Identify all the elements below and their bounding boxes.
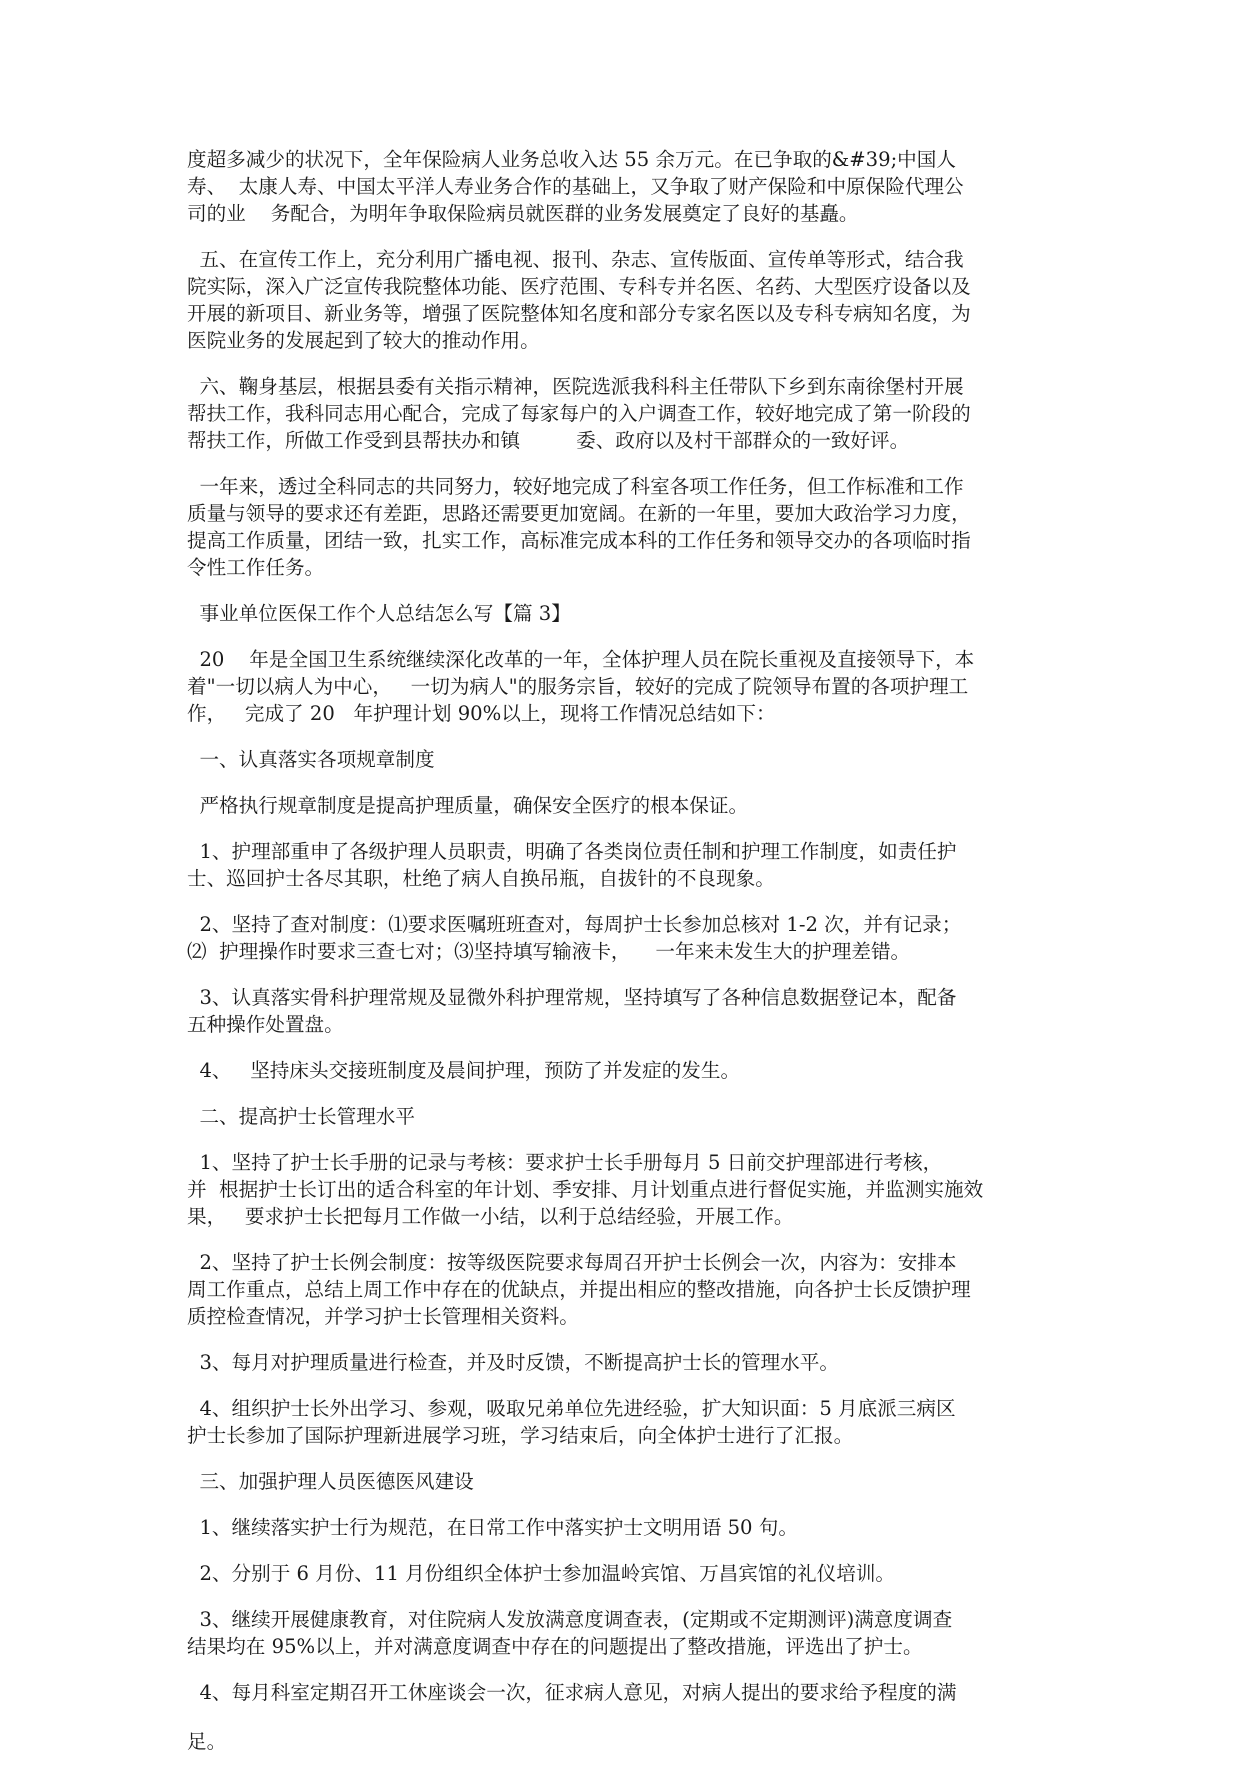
text-line: 三、加强护理人员医德医风建设: [187, 1470, 474, 1493]
paragraph: [187, 1149, 1057, 1230]
paragraph: [187, 246, 1057, 354]
paragraph: [187, 838, 1057, 892]
text-line: 3、每月对护理质量进行检查，并及时反馈，不断提高护士长的管理水平。: [187, 1351, 839, 1374]
paragraph: [187, 1349, 1057, 1376]
text-line: 令性工作任务。: [187, 556, 325, 579]
paragraph: [187, 984, 1057, 1038]
paragraph: [187, 1728, 1057, 1755]
text-line: 院实际，深入广泛宣传我院整体功能、医疗范围、专科专并名医、名药、大型医疗设备以及: [187, 275, 971, 298]
text-line: 司的业 务配合，为明年争取保险病员就医群的业务发展奠定了良好的基矗。: [187, 202, 859, 225]
text-line: 周工作重点，总结上周工作中存在的优缺点，并提出相应的整改措施，向各护士长反馈护理: [187, 1278, 971, 1301]
text-line: 寿、 太康人寿、中国太平洋人寿业务合作的基础上，又争取了财产保险和中原保险代理公: [187, 175, 964, 198]
paragraph: [187, 473, 1057, 581]
paragraph: [187, 911, 1057, 965]
text-line: 4、 坚持床头交接班制度及晨间护理，预防了并发症的发生。: [187, 1059, 741, 1082]
text-line: 提高工作质量，团结一致，扎实工作，高标准完成本科的工作任务和领导交办的各项临时指: [187, 529, 971, 552]
text-line: 质量与领导的要求还有差距，思路还需要更加宽阔。在新的一年里，要加大政治学习力度，: [187, 502, 971, 525]
paragraph: [187, 1606, 1057, 1660]
text-line: 护士长参加了国际护理新进展学习班，学习结束后，向全体护士进行了汇报。: [187, 1424, 854, 1447]
text-line: 果， 要求护士长把每月工作做一小结，以利于总结经验，开展工作。: [187, 1205, 794, 1228]
text-line: 帮扶工作，我科同志用心配合，完成了每家每户的入户调查工作，较好地完成了第一阶段的: [187, 402, 971, 425]
text-line: 事业单位医保工作个人总结怎么写【篇 3】: [187, 602, 571, 625]
text-line: 2、分别于 6 月份、11 月份组织全体护士参加温岭宾馆、万昌宾馆的礼仪培训。: [187, 1562, 896, 1585]
paragraph: [187, 646, 1057, 727]
text-line: 五、在宣传工作上，充分利用广播电视、报刊、杂志、宣传版面、宣传单等形式，结合我: [187, 248, 964, 271]
text-line: 开展的新项目、新业务等，增强了医院整体知名度和部分专家名医以及专科专病知名度，为: [187, 302, 971, 325]
text-line: ⑵ 护理操作时要求三查七对；⑶坚持填写输液卡， 一年来未发生大的护理差错。: [187, 940, 911, 963]
text-line: 并 根据护士长订出的适合科室的年计划、季安排、月计划重点进行督促实施，并监测实施效: [187, 1178, 984, 1201]
text-line: 二、提高护士长管理水平: [187, 1105, 415, 1128]
text-line: 2、坚持了查对制度：⑴要求医嘱班班查对，每周护士长参加总核对 1-2 次，并有记录；: [187, 913, 962, 936]
paragraph: [187, 1395, 1057, 1449]
text-line: 质控检查情况，并学习护士长管理相关资料。: [187, 1305, 579, 1328]
text-line: 士、巡回护士各尽其职，杜绝了病人自换吊瓶，自拔针的不良现象。: [187, 867, 775, 890]
text-line: 五种操作处置盘。: [187, 1013, 344, 1036]
text-line: 4、每月科室定期召开工休座谈会一次，征求病人意见，对病人提出的要求给予程度的满: [187, 1681, 957, 1704]
paragraph: [187, 746, 1057, 773]
paragraph: [187, 146, 1057, 227]
text-line: 严格执行规章制度是提高护理质量，确保安全医疗的根本保证。: [187, 794, 749, 817]
paragraph: [187, 1249, 1057, 1330]
paragraph: [187, 373, 1057, 454]
paragraph: [187, 600, 1057, 627]
text-line: 2、坚持了护士长例会制度：按等级医院要求每周召开护士长例会一次，内容为：安排本: [187, 1251, 957, 1274]
text-line: 3、继续开展健康教育，对住院病人发放满意度调查表，(定期或不定期测评)满意度调查: [187, 1608, 953, 1631]
text-line: 帮扶工作，所做工作受到县帮扶办和镇 委、政府以及村干部群众的一致好评。: [187, 429, 910, 452]
paragraph: [187, 792, 1057, 819]
text-line: 4、组织护士长外出学习、参观，吸取兄弟单位先进经验，扩大知识面：5 月底派三病区: [187, 1397, 956, 1420]
text-line: 1、继续落实护士行为规范，在日常工作中落实护士文明用语 50 句。: [187, 1516, 798, 1539]
text-line: 20 年是全国卫生系统继续深化改革的一年，全体护理人员在院长重视及直接领导下，本: [187, 648, 975, 671]
text-line: 结果均在 95%以上，并对满意度调查中存在的问题提出了整改措施，评选出了护士。: [187, 1635, 923, 1658]
text-line: 足。: [187, 1730, 227, 1753]
text-line: 1、护理部重申了各级护理人员职责，明确了各类岗位责任制和护理工作制度，如责任护: [187, 840, 957, 863]
text-line: 度超多减少的状况下，全年保险病人业务总收入达 55 余万元。在已争取的&#39;中国人: [187, 148, 956, 171]
paragraph: [187, 1679, 1057, 1706]
text-line: 着"一切以病人为中心， 一切为病人"的服务宗旨，较好的完成了院领导布置的各项护理工: [187, 675, 969, 698]
paragraph: [187, 1560, 1057, 1587]
text-line: 一年来，透过全科同志的共同努力，较好地完成了科室各项工作任务，但工作标准和工作: [187, 475, 964, 498]
text-line: 一、认真落实各项规章制度: [187, 748, 435, 771]
text-line: 1、坚持了护士长手册的记录与考核：要求护士长手册每月 5 日前交护理部进行考核，: [187, 1151, 943, 1174]
paragraph: [187, 1468, 1057, 1495]
text-line: 作， 完成了 20 年护理计划 90%以上，现将工作情况总结如下：: [187, 702, 776, 725]
text-line: 3、认真落实骨科护理常规及显微外科护理常规，坚持填写了各种信息数据登记本，配备: [187, 986, 957, 1009]
document-body: [187, 146, 1057, 1774]
paragraph: [187, 1514, 1057, 1541]
text-line: 医院业务的发展起到了较大的推动作用。: [187, 329, 540, 352]
text-line: 六、鞠身基层，根据县委有关指示精神，医院选派我科科主任带队下乡到东南徐堡村开展: [187, 375, 964, 398]
paragraph: [187, 1103, 1057, 1130]
paragraph: [187, 1057, 1057, 1084]
